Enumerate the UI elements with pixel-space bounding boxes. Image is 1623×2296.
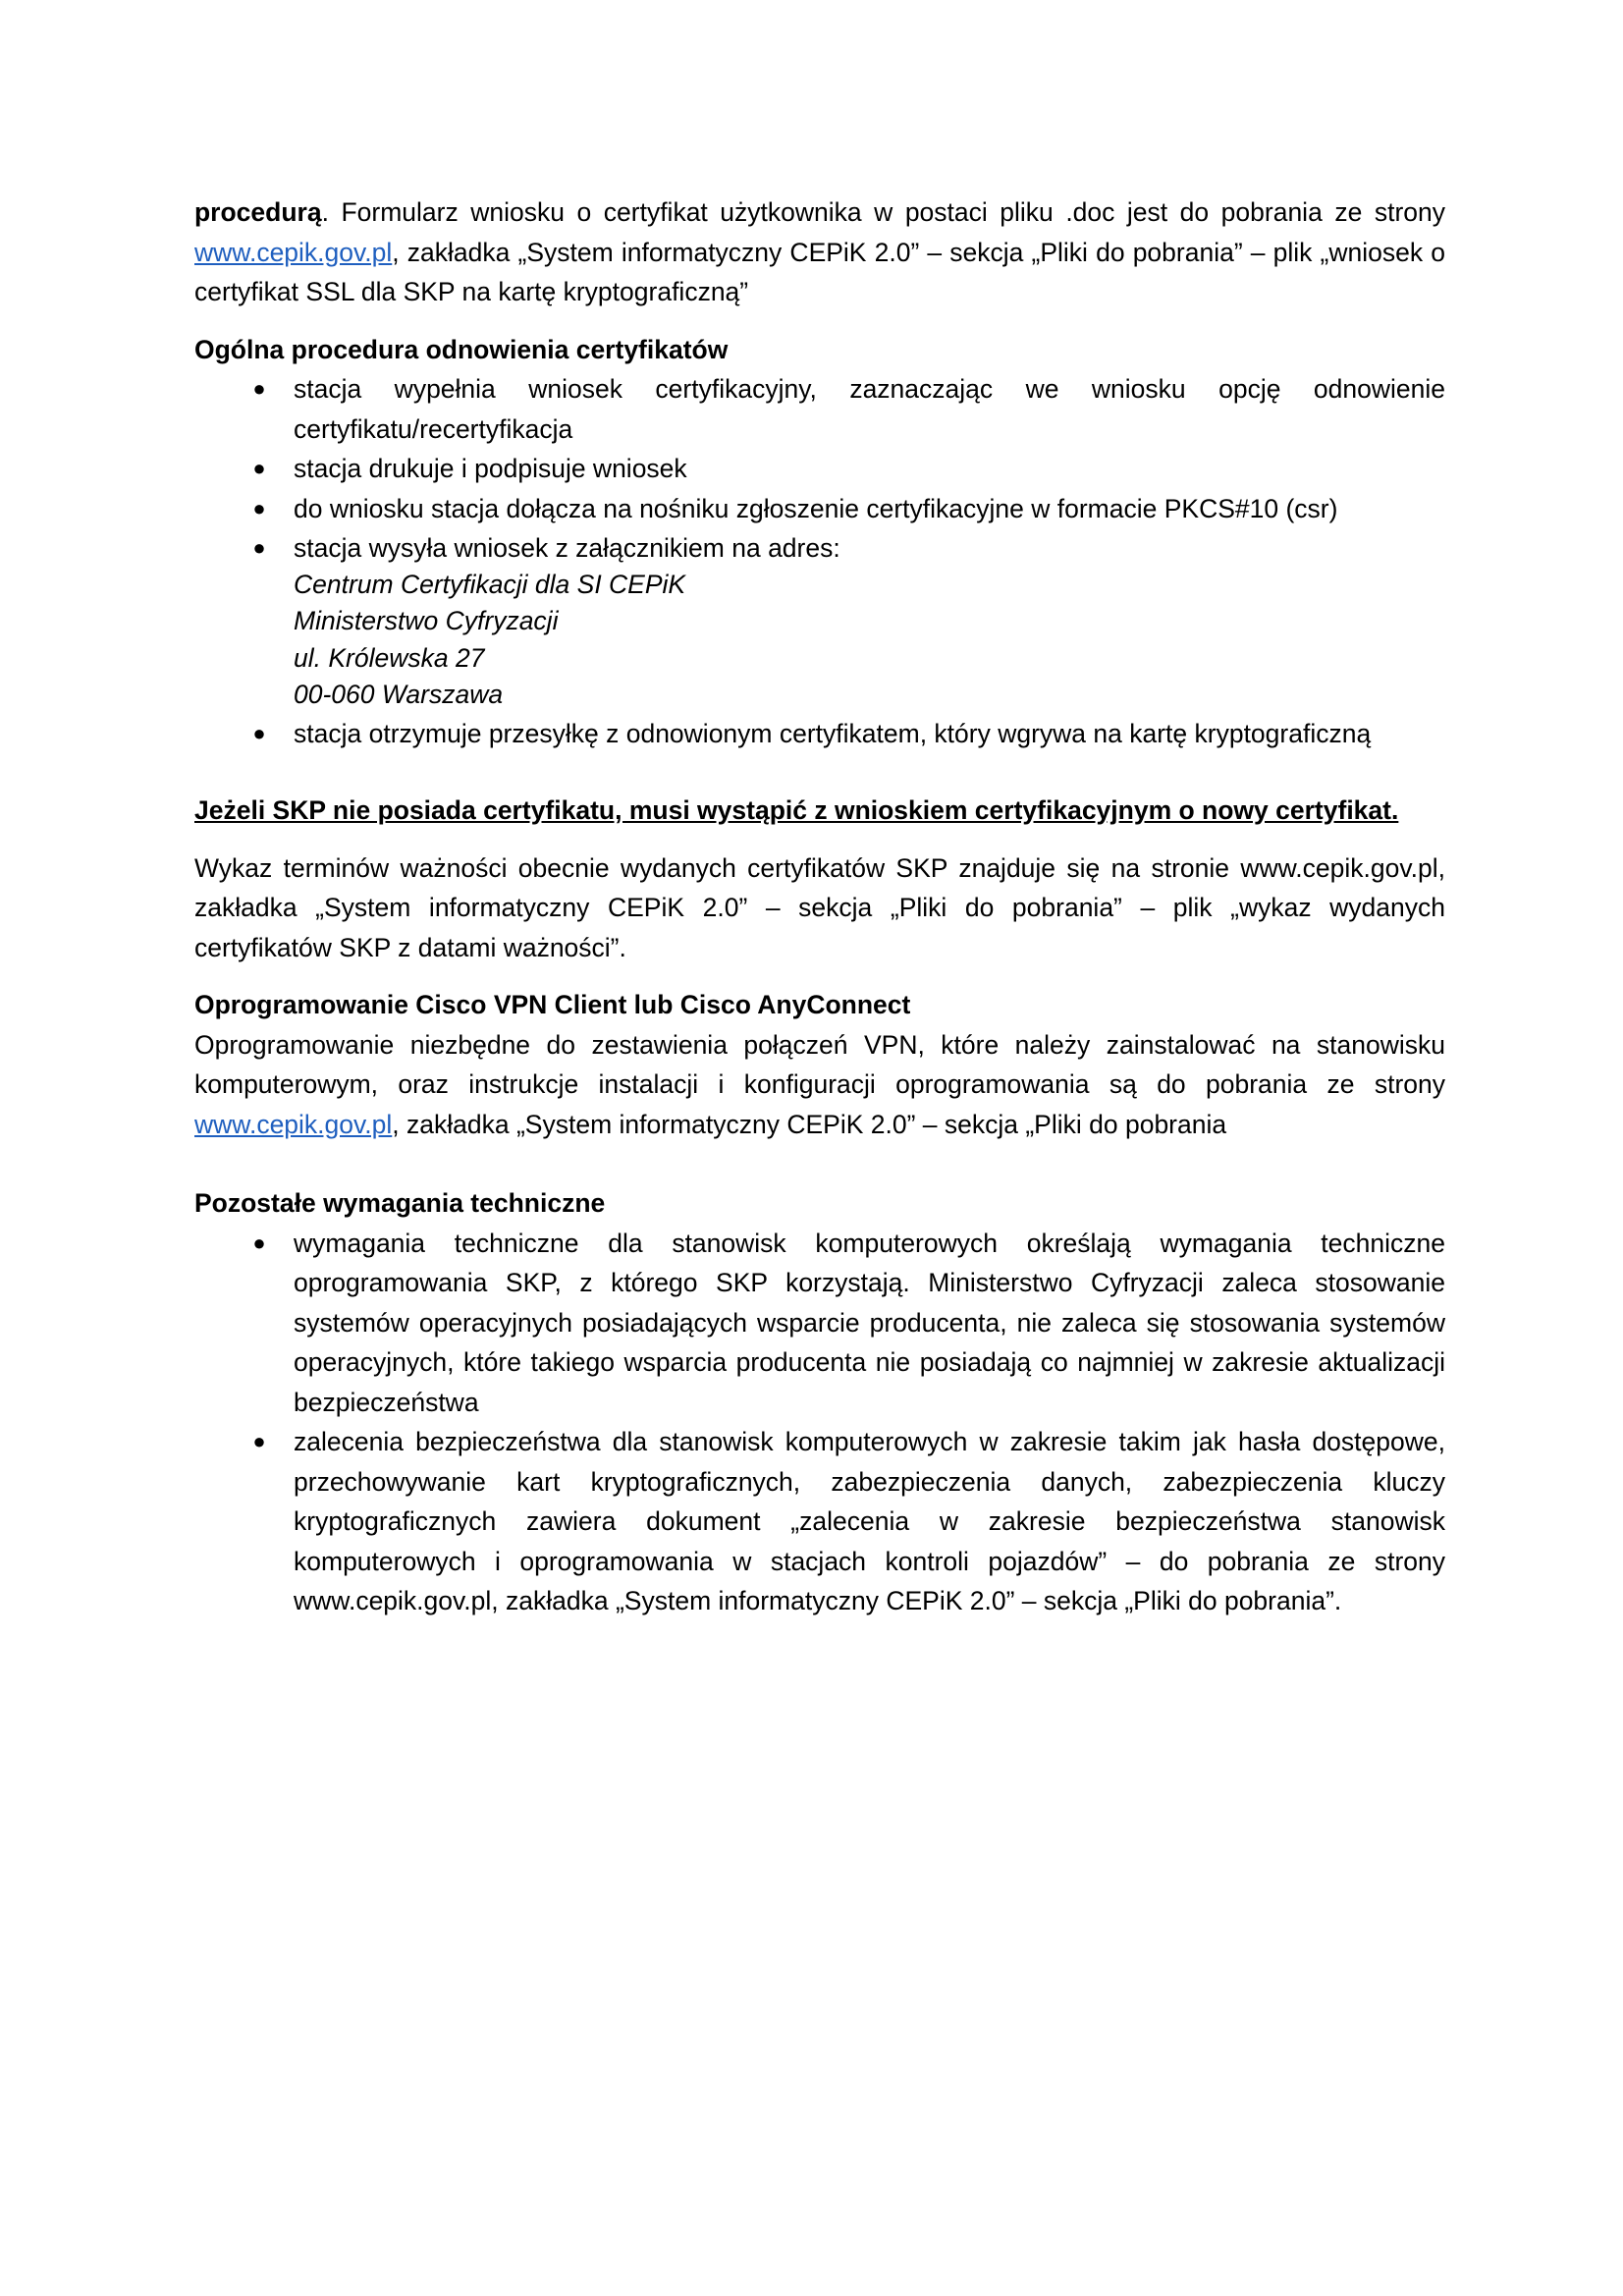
list-item: [194, 369, 1445, 449]
list-item: [194, 1224, 1445, 1423]
list-item: [194, 1422, 1445, 1621]
intro-text-after-link: , zakładka „System informatyczny CEPiK 2.0” – sekcja „Pliki do pobrania” – plik „wniosek o certyfikat SSL dla SKP na kartę kryptograficzną”: [194, 237, 1445, 306]
bullet-icon: ●: [252, 1429, 266, 1453]
list-item: [194, 489, 1445, 529]
vpn-paragraph: [194, 1025, 1445, 1145]
validity-paragraph: Wykaz terminów ważności obecnie wydanych certyfikatów SKP znajduje się na stronie www.cepik.gov.pl, zakładka „System informatyczny CEPiK 2.0” – sekcja „Pliki do pobrania” – plik „wykaz wydanych certyfikatów SKP z datami ważności”.: [194, 852, 1445, 962]
vpn-text-after-link: , zakładka „System informatyczny CEPiK 2.0” – sekcja „Pliki do pobrania: [392, 1109, 1227, 1139]
list-item: [194, 528, 1445, 714]
list-item-text: wymagania techniczne dla stanowisk komputerowych określają wymagania techniczne oprogramowania SKP, z którego SKP korzystają. Ministerstwo Cyfryzacji zaleca stosowanie systemów operacyjnych posiadających wsparcie producenta, nie zaleca się stosowania systemów operacyjnych, które takiego wsparcia producenta nie posiadają co najmniej w zakresie aktualizacji bezpieczeństwa: [294, 1228, 1445, 1417]
list-item-text: stacja wypełnia wniosek certyfikacyjny, zaznaczając we wniosku opcję odnowienie certyfikatu/recertyfikacja: [294, 374, 1445, 444]
list-item-text: do wniosku stacja dołącza na nośniku zgłoszenie certyfikacyjne w formacie PKCS#10 (csr): [294, 493, 1338, 523]
intro-bold-word: procedurą: [194, 197, 322, 227]
list-item-text: stacja otrzymuje przesyłkę z odnowionym certyfikatem, który wgrywa na kartę kryptograficzną: [294, 718, 1372, 748]
address-line: ul. Królewska 27: [294, 642, 485, 673]
address-line: Ministerstwo Cyfryzacji: [294, 606, 559, 635]
list-item: [194, 714, 1445, 754]
bullet-icon: ●: [252, 495, 266, 520]
renewal-heading: Ogólna procedura odnowienia certyfikatów: [194, 334, 729, 364]
bullet-icon: ●: [252, 1230, 266, 1255]
bullet-icon: ●: [252, 535, 266, 560]
list-item-text: stacja wysyła wniosek z załącznikiem na adres:: [294, 533, 840, 563]
bullet-icon: ●: [252, 720, 266, 745]
intro-paragraph: [194, 192, 1445, 312]
other-requirements-heading: Pozostałe wymagania techniczne: [194, 1188, 606, 1218]
bullet-icon: ●: [252, 376, 266, 401]
other-requirements-list: [194, 1224, 1445, 1621]
renewal-list: [194, 369, 1445, 753]
address-line: 00-060 Warszawa: [294, 680, 504, 709]
postal-address: [294, 567, 1445, 714]
cepik-link[interactable]: www.cepik.gov.pl: [194, 237, 393, 267]
cepik-link[interactable]: www.cepik.gov.pl: [194, 1109, 393, 1139]
list-item: [194, 449, 1445, 489]
vpn-text-before-link: Oprogramowanie niezbędne do zestawienia połączeń VPN, które należy zainstalować na stanowisku komputerowym, oraz instrukcje instalacji i konfiguracji oprogramowania są do pobrania ze strony: [194, 1029, 1445, 1099]
bullet-icon: ●: [252, 456, 266, 480]
intro-text-before-link: . Formularz wniosku o certyfikat użytkownika w postaci pliku .doc jest do pobrania ze strony: [321, 197, 1445, 227]
document-page: [194, 192, 1445, 1621]
list-item-text: stacja drukuje i podpisuje wniosek: [294, 454, 687, 483]
notice-text: Jeżeli SKP nie posiada certyfikatu, musi wystąpić z wnioskiem certyfikacyjnym o nowy certyfikat.: [194, 795, 1399, 825]
vpn-heading: Oprogramowanie Cisco VPN Client lub Cisco AnyConnect: [194, 990, 911, 1019]
list-item-text: zalecenia bezpieczeństwa dla stanowisk komputerowych w zakresie takim jak hasła dostępowe, przechowywanie kart kryptograficznych, zabezpieczenia danych, zabezpieczenia kluczy kryptograficznych zawiera dokument „zalecenia w zakresie bezpieczeństwa stanowisk komputerowych i oprogramowania w stacjach kontroli pojazdów” – do pobrania ze strony www.cepik.gov.pl, zakładka „System informatyczny CEPiK 2.0” – sekcja „Pliki do pobrania”.: [294, 1427, 1445, 1615]
address-line: Centrum Certyfikacji dla SI CEPiK: [294, 569, 686, 599]
